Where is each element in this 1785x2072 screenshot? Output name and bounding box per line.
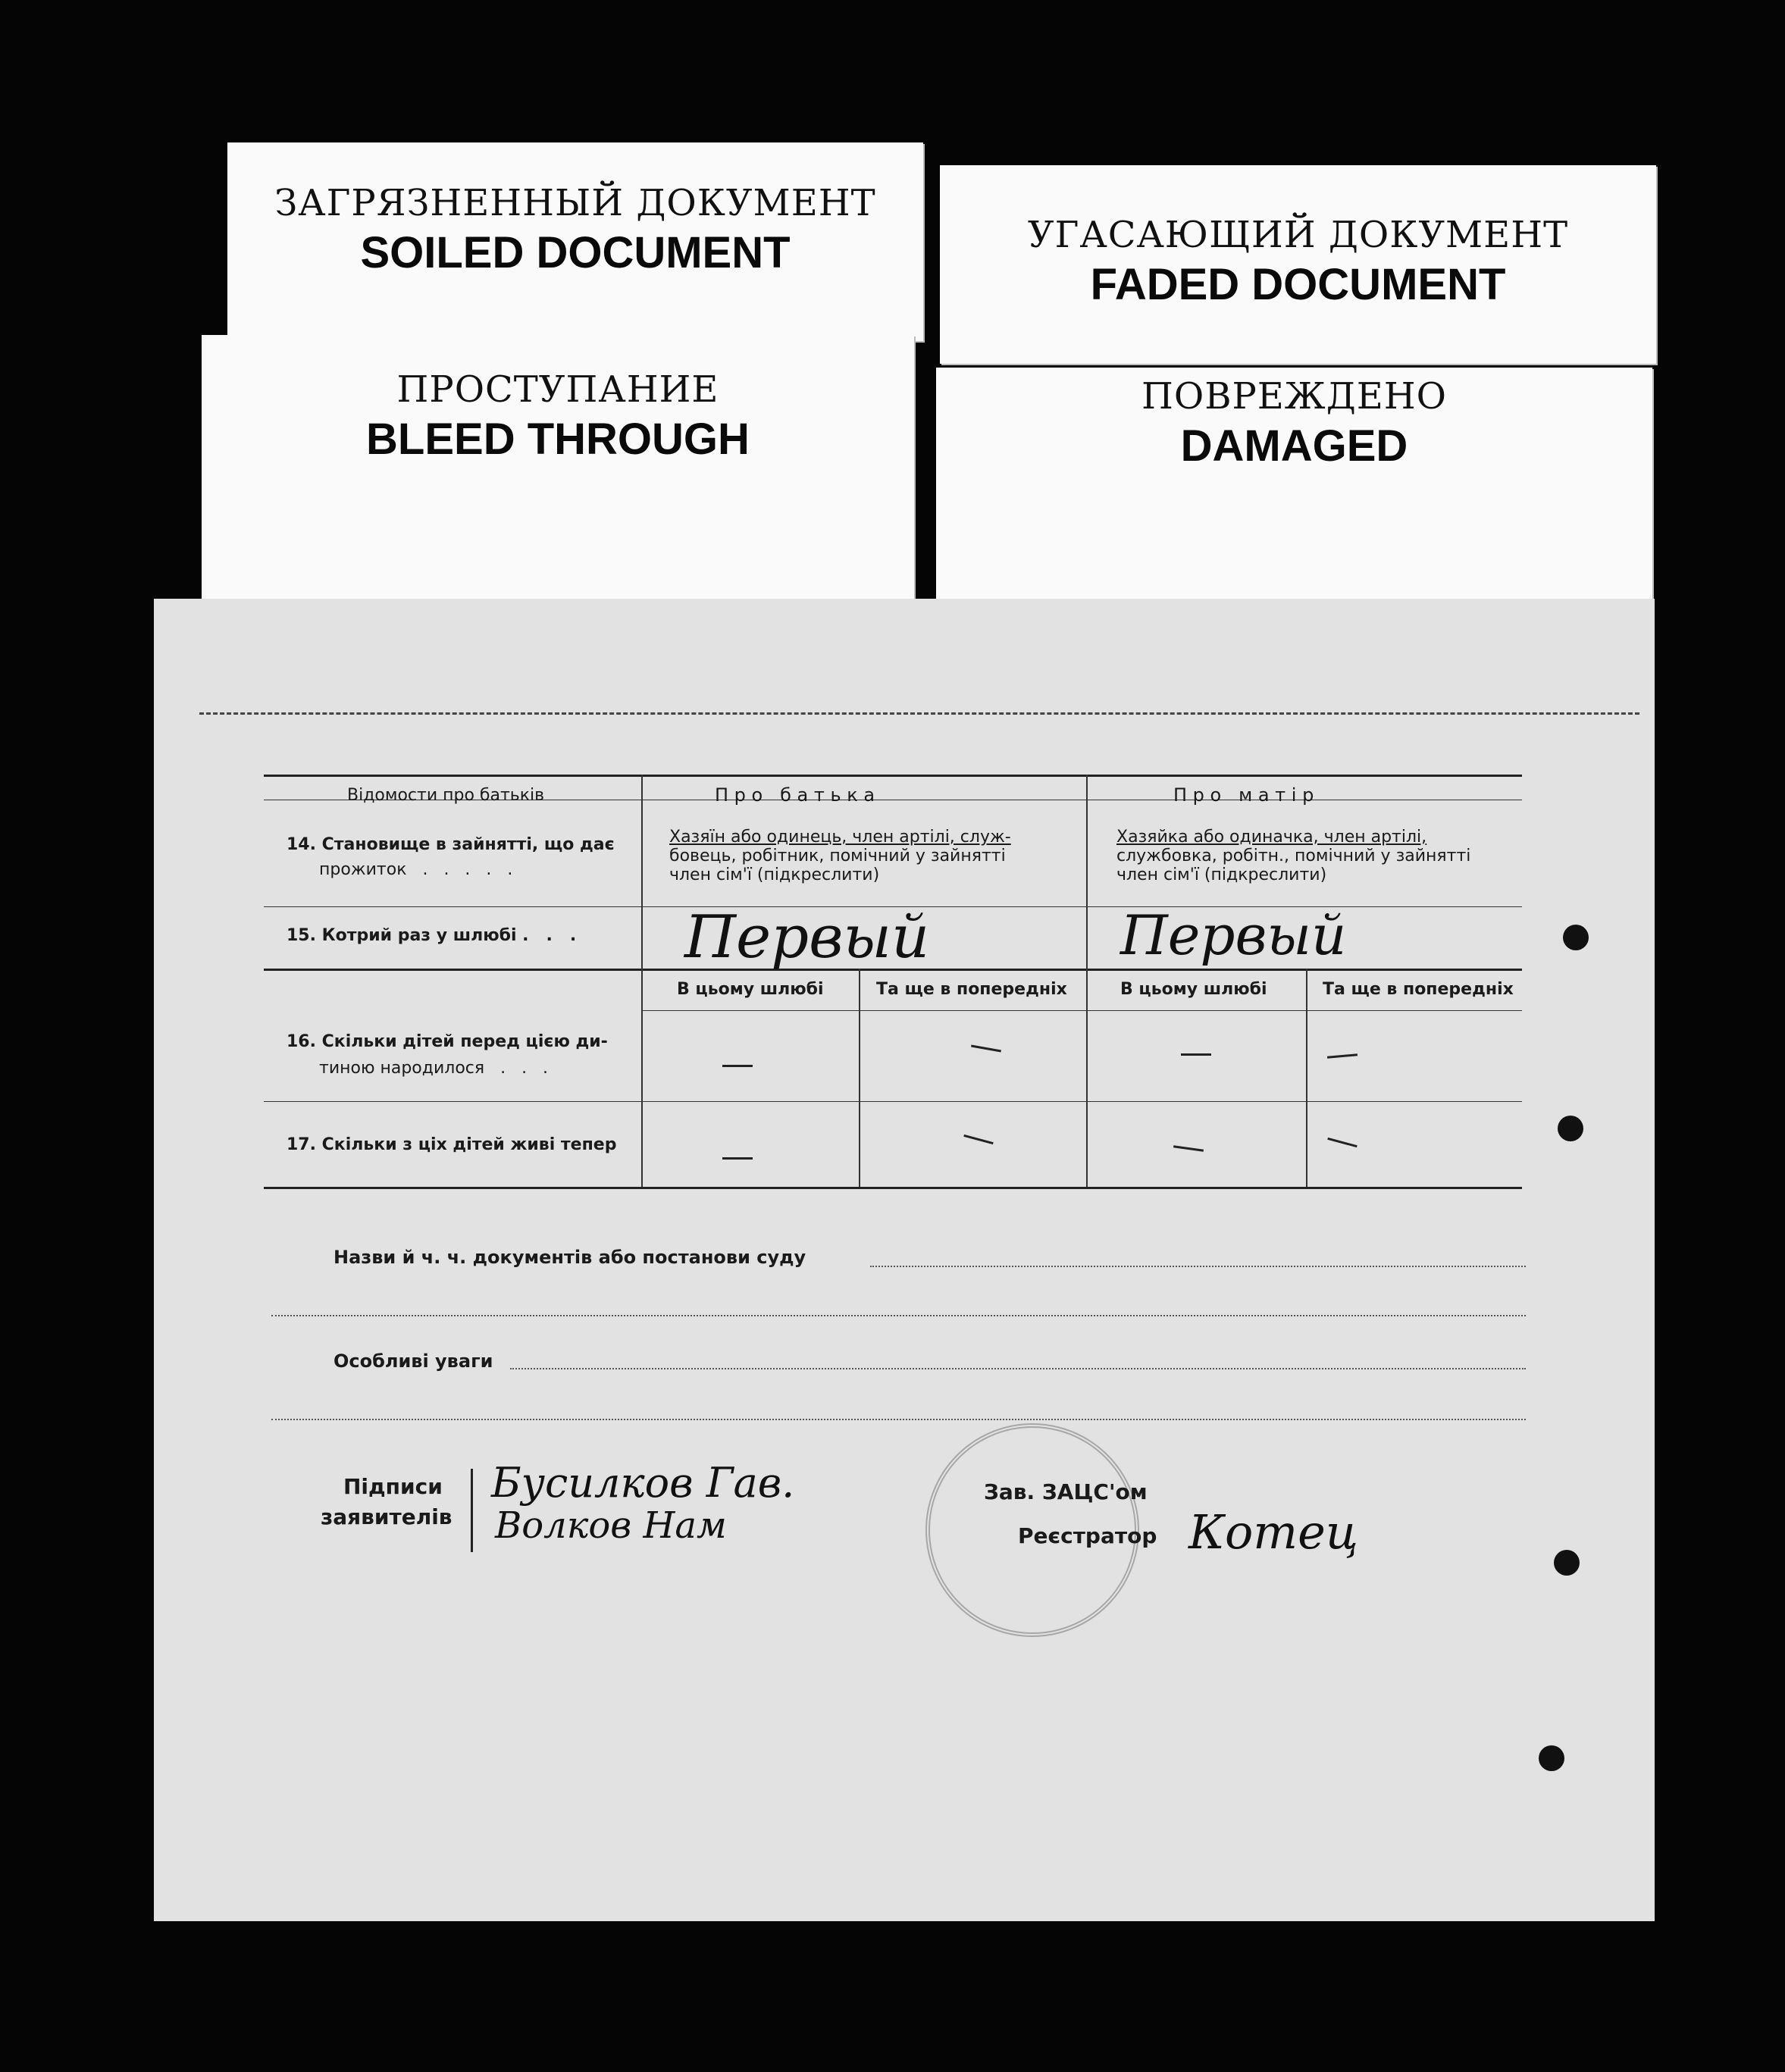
row14-mother-1: Хазяйка або одиначка, член артілі, [1116, 828, 1427, 847]
row17-dash-1 [722, 1157, 753, 1160]
row17-dash-4 [1327, 1138, 1357, 1147]
damaged-card [936, 368, 1652, 603]
notes-line-2 [271, 1419, 1526, 1420]
soiled-en: SOILED DOCUMENT [360, 228, 791, 277]
row16-line [643, 1101, 1522, 1102]
row14-father-2: бовець, робітник, помічний у зайнятті [669, 847, 1006, 865]
damaged-en: DAMAGED [1180, 421, 1408, 471]
row17-dash-2 [963, 1135, 993, 1144]
row16-label-line [264, 1101, 643, 1102]
perforation-line [199, 712, 1639, 715]
faded-document-card [940, 165, 1656, 364]
row14-label-1: 14. Становище в зайнятті, що дає [287, 835, 615, 854]
row16-dash-1 [722, 1065, 753, 1067]
row16-dash-3 [1181, 1053, 1211, 1056]
row15-label: 15. Котрий раз у шлюбі . . . [287, 926, 577, 945]
row14-label-2: прожиток . . . . . [319, 860, 513, 879]
table-bottom-line [264, 1187, 1522, 1189]
vline-father-split [859, 969, 860, 1187]
signatures-label-2: заявителів [321, 1504, 453, 1529]
signatures-label-1: Підписи [343, 1474, 443, 1499]
row15-father-handwritten: Первый [684, 903, 930, 972]
document-sheet [154, 599, 1655, 1921]
bleed-ru: ПРОСТУПАНИЕ [396, 368, 719, 411]
soiled-ru: ЗАГРЯЗНЕННЫЙ ДОКУМЕНТ [274, 182, 876, 224]
registrar-signature: Котец [1188, 1504, 1359, 1560]
punch-hole-3 [1554, 1550, 1580, 1576]
faded-ru: УГАСАЮЩИЙ ДОКУМЕНТ [1027, 214, 1569, 256]
sub-father-previous: Та ще в попередніх [876, 980, 1067, 999]
row17-label: 17. Скільки з ціх дітей живі тепер [287, 1135, 617, 1154]
notes-label: Особливі уваги [334, 1351, 493, 1372]
vline-father [641, 775, 643, 1187]
documents-label: Назви й ч. ч. документів або постанови суду [334, 1247, 806, 1268]
damaged-ru: ПОВРЕЖДЕНО [1141, 375, 1448, 418]
row16-label-1: 16. Скільки дітей перед цією ди- [287, 1032, 608, 1051]
soiled-document-card [227, 142, 923, 341]
vline-mother-split [1306, 969, 1307, 1187]
applicant-signature-1: Бусилков Гав. [491, 1459, 795, 1507]
row16-dash-2 [971, 1045, 1001, 1053]
row14-father-3: член сім'ї (підкреслити) [669, 865, 880, 884]
table-top-line [264, 775, 1522, 777]
subheader-line [643, 1010, 1522, 1011]
punch-hole-4 [1539, 1745, 1564, 1771]
header-mother: П р о м а т і р [1173, 784, 1314, 806]
registry-head-label: Зав. ЗАЦС'ом [984, 1479, 1148, 1504]
sub-mother-previous: Та ще в попередніх [1323, 980, 1514, 999]
punch-hole-1 [1563, 925, 1589, 950]
row14-mother-2: службовка, робітн., помічний у зайнятті [1116, 847, 1471, 865]
documents-line-1 [870, 1266, 1526, 1267]
header-parents-info: Відомости про батьків [347, 786, 545, 805]
registrar-label: Реєстратор [1018, 1523, 1157, 1548]
documents-line-2 [271, 1315, 1526, 1316]
row17-dash-3 [1173, 1145, 1204, 1152]
row14-mother-3: член сім'ї (підкреслити) [1116, 865, 1327, 884]
faded-en: FADED DOCUMENT [1090, 260, 1506, 309]
bleed-through-card [202, 335, 914, 600]
signatures-brace [471, 1469, 479, 1552]
sub-mother-in-marriage: В цьому шлюбі [1120, 980, 1267, 999]
row16-label-2: тиною народилося . . . [319, 1059, 549, 1078]
vline-mother [1086, 775, 1088, 1187]
header-father: П р о б а т ь к а [715, 784, 875, 806]
sub-father-in-marriage: В цьому шлюбі [677, 980, 824, 999]
applicant-signature-2: Волков Нам [495, 1504, 727, 1547]
row15-mother-handwritten: Первый [1120, 903, 1347, 967]
bleed-en: BLEED THROUGH [366, 415, 750, 464]
row16-dash-4 [1327, 1053, 1358, 1058]
row14-father-1: Хазяїн або одинець, член артілі, служ- [669, 828, 1011, 847]
notes-line-1 [510, 1368, 1526, 1369]
punch-hole-2 [1558, 1116, 1583, 1141]
